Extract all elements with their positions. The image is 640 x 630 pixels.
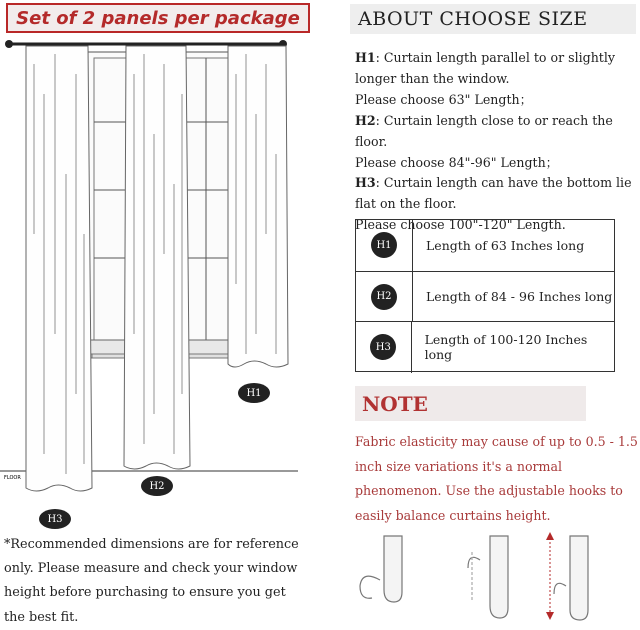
hook-illustrations [350,530,640,623]
table-row [356,220,614,271]
note-text: Fabric elasticity may cause of up to 0.5 - 1.5 inch size variations it's a normal phenomenon. Use the adjustable hooks to easily balance curtains height. [355,434,638,523]
size-choose-h1: Please choose 63" Length； [355,91,533,107]
curtain-illustration [0,34,330,534]
floor-label: FLOOR [4,475,21,481]
h1-marker: H1 [238,383,270,403]
extended-hook-icon [554,536,588,620]
table-row [356,271,614,323]
about-size-header [350,4,636,34]
size-description [355,48,637,236]
about-size-title: ABOUT CHOOSE SIZE [358,8,588,30]
size-item-h1: H1: Curtain length parallel to or slightly longer than the window. [355,50,616,86]
curtain-panel-h3 [26,46,92,491]
size-choose-h3: Please choose 100"-120" Length. [355,217,566,233]
hook-height-arrow-icon [546,532,554,620]
recommendation-text: *Recommended dimensions are for reference only. Please measure and check your window height before purchasing to ensure you get the best fit. [4,537,299,625]
adjustable-hook-icon [468,536,508,618]
package-banner [6,3,310,33]
table-row [356,321,614,373]
h3-badge: H3 [370,334,396,360]
size-choose-h2: Please choose 84"-96" Length； [355,154,559,170]
size-item-h3: H3: Curtain length can have the bottom lie flat on the floor. [355,175,632,212]
h1-badge: H1 [371,232,397,258]
table-cell: Length of 84 - 96 Inches long [426,289,613,305]
size-item-h2: H2: Curtain length close to or reach the floor. [355,112,613,149]
table-cell: Length of 100-120 Inches long [424,332,588,363]
package-banner-title: Set of 2 panels per package [16,7,300,29]
h2-marker: H2 [141,476,173,496]
curtain-panel-h2 [124,46,190,469]
size-table [355,219,615,372]
h2-badge: H2 [371,284,397,310]
note-title: NOTE [362,391,428,416]
h3-marker: H3 [39,509,71,529]
table-cell: Length of 63 Inches long [426,237,585,253]
hook-icon [360,536,402,602]
note-header [355,386,586,421]
curtain-panel-h1 [228,46,288,367]
